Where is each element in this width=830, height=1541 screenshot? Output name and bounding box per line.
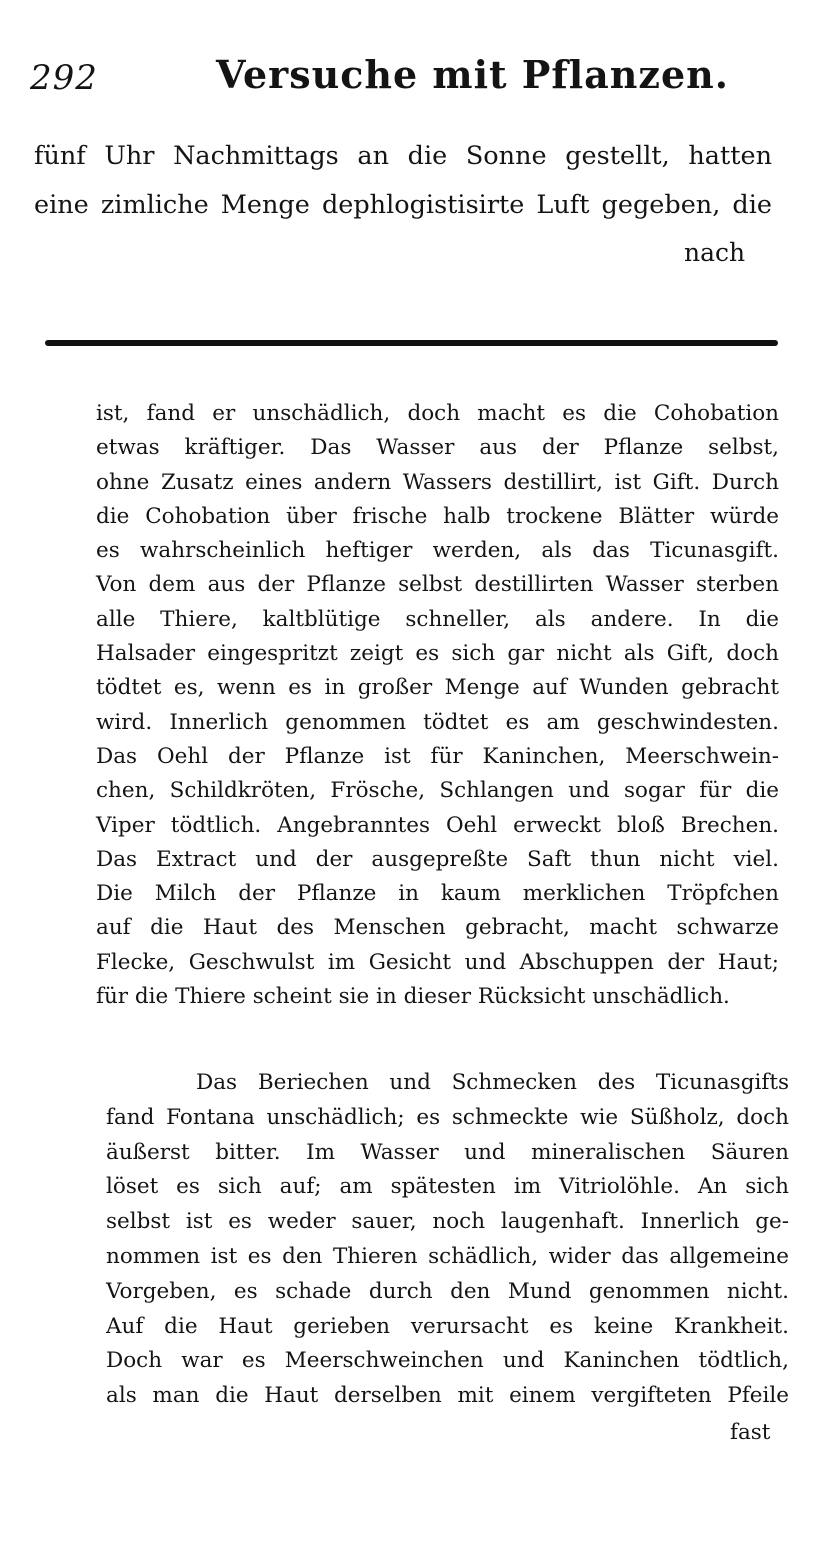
paragraph-line: nommen ist es den Thieren schädlich, wider das allgemeine bbox=[106, 1243, 789, 1269]
running-title: Versuche mit Pflanzen. bbox=[216, 52, 730, 97]
paragraph-line: äußerst bitter. Im Wasser und mineralischen Säuren bbox=[106, 1139, 789, 1165]
paragraph-line: löset es sich auf; am spätesten im Vitriolöhle. An sich bbox=[106, 1174, 789, 1200]
main-text-block bbox=[34, 132, 772, 230]
footnote-line: für die Thiere scheint sie in dieser Rücksicht unschädlich. bbox=[96, 984, 730, 1010]
paragraph-line: Auf die Haut gerieben verursacht es keine Krankheit. bbox=[106, 1313, 789, 1339]
footnote-line: auf die Haut des Menschen gebracht, macht schwarze bbox=[96, 915, 779, 941]
paragraph-line: Das Beriechen und Schmecken des Ticunasgifts bbox=[196, 1070, 789, 1095]
footnote-line: Viper tödtlich. Angebranntes Oehl erweckt bloß Brechen. bbox=[96, 812, 779, 838]
footnote-line: ist, fand er unschädlich, doch macht es die Cohobation bbox=[96, 401, 779, 426]
page-header bbox=[30, 52, 800, 102]
paragraph-line: fand Fontana unschädlich; es schmeckte wie Süßholz, doch bbox=[106, 1104, 789, 1130]
footnote-line: chen, Schildkröten, Frösche, Schlangen und sogar für die bbox=[96, 778, 779, 804]
footnote-line: Die Milch der Pflanze in kaum merklichen Tröpfchen bbox=[96, 881, 779, 907]
footnote-line: Das Oehl der Pflanze ist für Kaninchen, Meerschwein- bbox=[96, 743, 779, 769]
footnote-line: tödtet es, wenn es in großer Menge auf Wunden gebracht bbox=[96, 675, 779, 701]
paragraph-line: Doch war es Meerschweinchen und Kaninchen tödtlich, bbox=[106, 1348, 789, 1374]
footnote-line: Flecke, Geschwulst im Gesicht und Abschuppen der Haut; bbox=[96, 949, 779, 975]
footnote-separator-rule bbox=[45, 340, 778, 346]
footnote-line: Das Extract und der ausgepreßte Saft thun nicht viel. bbox=[96, 846, 779, 872]
footnote-paragraph-2 bbox=[106, 1066, 789, 1414]
paragraph-line: als man die Haut derselben mit einem vergifteten Pfeile bbox=[106, 1383, 789, 1409]
main-text-line: eine zimliche Menge dephlogistisirte Luft gegeben, die bbox=[34, 190, 772, 220]
main-text-line: fünf Uhr Nachmittags an die Sonne gestellt, hatten bbox=[34, 141, 772, 171]
footnote-line: ohne Zusatz eines andern Wassers destillirt, ist Gift. Durch bbox=[96, 469, 779, 495]
footnote-catchword: fast bbox=[730, 1420, 771, 1445]
paragraph-line: selbst ist es weder sauer, noch laugenhaft. Innerlich ge- bbox=[106, 1209, 789, 1235]
footnote-line: die Cohobation über frische halb trockene Blätter würde bbox=[96, 503, 779, 529]
footnote-line: etwas kräftiger. Das Wasser aus der Pflanze selbst, bbox=[96, 435, 779, 461]
footnote-line: Halsader eingespritzt zeigt es sich gar nicht als Gift, doch bbox=[96, 641, 779, 667]
footnote-line: alle Thiere, kaltblütige schneller, als andere. In die bbox=[96, 606, 779, 632]
footnote-line: es wahrscheinlich heftiger werden, als das Ticunasgift. bbox=[96, 538, 779, 564]
footnote-block bbox=[96, 397, 779, 1014]
paragraph-line: Vorgeben, es schade durch den Mund genommen nicht. bbox=[106, 1278, 789, 1304]
footnote-line: Von dem aus der Pflanze selbst destillirten Wasser sterben bbox=[96, 572, 779, 598]
footnote-line: wird. Innerlich genommen tödtet es am geschwindesten. bbox=[96, 709, 779, 735]
page-number: 292 bbox=[30, 58, 98, 98]
main-catchword: nach bbox=[684, 238, 746, 267]
